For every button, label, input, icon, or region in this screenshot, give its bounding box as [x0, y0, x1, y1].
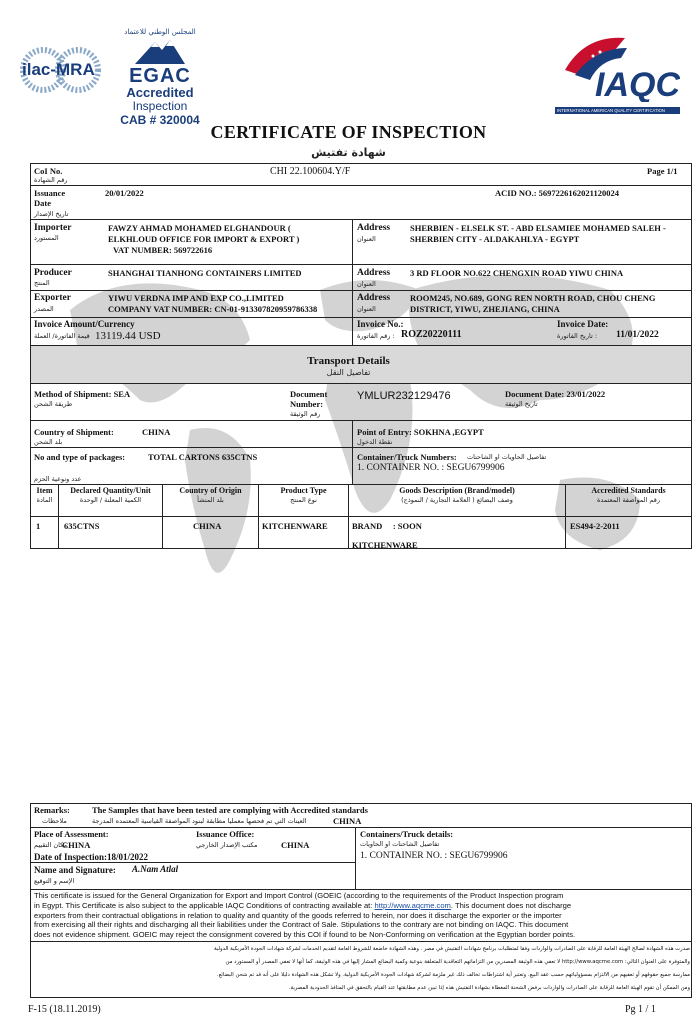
- table-header-description: [349, 486, 565, 504]
- exporter-vat: COMPANY VAT NUMBER: CN-01-913307820959786338: [108, 304, 318, 314]
- page-title-arabic: شهادة تفتيش: [311, 146, 386, 159]
- signature-label-arabic: الإسم و التوقيع: [34, 877, 75, 885]
- place-assessment-label: Place of Assessment:: [34, 829, 109, 839]
- header-label: Goods Description (Brand/model): [399, 486, 515, 495]
- divider: [30, 827, 692, 828]
- legal-text-arabic: [34, 943, 690, 995]
- transport-title: Transport Details: [307, 355, 390, 367]
- egac-inspection-text: Inspection: [132, 99, 188, 113]
- divider: [352, 447, 353, 484]
- divider: [30, 264, 692, 265]
- ilac-mra-logo: [18, 45, 103, 95]
- page-title: CERTIFICATE OF INSPECTION: [210, 122, 487, 142]
- producer-name: SHANGHAI TIANHONG CONTAINERS LIMITED: [108, 268, 302, 278]
- header-label: Item: [36, 486, 53, 495]
- document-date: Document Date: 23/01/2022: [505, 389, 606, 399]
- legal-line: from exercising all their rights and discharging all their liabilities under the Contract of Sale. Stipulations to the contrary are not binding on IAQC. This document: [34, 920, 569, 930]
- divider: [30, 516, 692, 517]
- document-number-label-arabic: رقم الوثيقة: [290, 410, 321, 418]
- country-shipment-label: Country of Shipment:: [34, 427, 114, 437]
- header-label: Declared Quantity/Unit: [70, 486, 151, 495]
- transport-title-arabic: تفاصيل النقل: [326, 368, 371, 377]
- issuance-office-arabic: مكتب الإصدار الخارجي: [196, 841, 258, 849]
- legal-line-arabic: صدرت هذه الشهادة لصالح الهيئة العامة للرقابة على الصادرات والواردات وفقا لمتطلبات برنامج شهادات التفتيش في مصر . وهذه الشهادة خاضعة للشروط العامة لتقديم الخدمات لشركة شهادات الجودة الأمريكية الدولية: [214, 946, 690, 952]
- egac-mountain-icon: [130, 36, 190, 66]
- invoice-date-label-arabic: تاريخ الفاتورة :: [557, 332, 598, 340]
- coi-label-arabic: رقم الشهادة: [34, 176, 68, 184]
- producer-address-label: Address: [357, 268, 391, 278]
- table-cell-type: KITCHENWARE: [262, 521, 328, 531]
- table-cell-standard: ES494-2-2011: [570, 521, 620, 531]
- page-footer-number: Pg 1 / 1: [625, 1004, 656, 1015]
- signature-label: Name and Signature:: [34, 865, 116, 875]
- acid-number: ACID NO.: 5697226162021120024: [495, 188, 619, 198]
- invoice-number-label: Invoice No.:: [357, 319, 404, 329]
- divider: [30, 185, 692, 186]
- iaqc-logo-text: IAQC: [595, 66, 680, 102]
- table-header-standards: [566, 486, 691, 504]
- issuance-office-value: CHINA: [281, 840, 310, 850]
- table-header-quantity: [59, 486, 162, 504]
- header-label-arabic: نوع المنتج: [290, 496, 317, 504]
- divider: [352, 317, 353, 345]
- remarks-label: Remarks:: [34, 805, 70, 815]
- importer-address-line1: SHERBIEN - ELSELK ST. - ABD ELSAMIEE MOHAMED SALEH -: [410, 223, 666, 233]
- exporter-label-arabic: المصدر: [34, 305, 54, 313]
- country-shipment-value: CHINA: [142, 427, 171, 437]
- header-label: Accredited Standards: [591, 486, 666, 495]
- producer-address-label-arabic: العنوان: [357, 280, 376, 288]
- document-number-label: Document Number:: [290, 389, 328, 409]
- header-label-arabic: رقم المواصفة المعتمدة: [597, 496, 660, 504]
- form-code: F-15 (18.11.2019): [28, 1004, 101, 1015]
- legal-line: does not evidence shipment. GOEIC may reject the consignment covered by this COI if found to be Non-Conforming on verification at the Egyptian border points.: [34, 930, 576, 940]
- coi-label: CoI No.: [34, 166, 63, 176]
- containers-details-value: 1. CONTAINER NO. : SEGU6799906: [360, 851, 508, 861]
- legal-line: This certificate is issued for the General Organization for Export and Import Control (GOEIC (according to the requirements of the Product Inspection program: [34, 891, 564, 900]
- iaqc-flag-logo-icon: [555, 30, 680, 102]
- legal-text-english: [34, 891, 690, 940]
- header-label-arabic: المادة: [36, 496, 53, 504]
- aqcme-link[interactable]: http://www.aqcme.com: [374, 900, 451, 910]
- legal-line: exporters from their contractual obligations in relation to quality and quantity of the goods referred to herein, nor does it discharge the exporter or the importer: [34, 910, 562, 920]
- invoice-date-value: 11/01/2022: [616, 330, 659, 340]
- place-assessment-arabic: مكان التقييم: [34, 841, 68, 849]
- invoice-date-label: Invoice Date:: [557, 319, 609, 329]
- legal-line-arabic: ممارسة جميع حقوقهم أو تعفيهم من الالتزام بمسؤولياتهم حسب عقد البيع. وتعتبر أية اشتراطات تخالف ذلك غير ملزمة لشركة شهادات الجودة الأمريكية الدولية. ولا تشكل هذه الشهادة دليلا على أنه قد تم شحن البضائع.: [216, 972, 690, 978]
- divider: [30, 420, 692, 421]
- document-number-value: YMLUR232129476: [357, 390, 451, 402]
- importer-vat: VAT NUMBER: 569722616: [113, 245, 213, 255]
- container-label-arabic: تفاصيل الحاويات او الشاحنات: [467, 453, 547, 461]
- header-label: Product Type: [280, 486, 327, 495]
- invoice-amount-value: 13119.44 USD: [95, 330, 161, 342]
- container-label: Container/Truck Numbers:: [357, 452, 457, 462]
- divider: [30, 317, 692, 318]
- divider: [30, 862, 355, 863]
- table-header-item: [31, 486, 58, 504]
- packages-label-arabic: عدد ونوعية الحزم: [34, 475, 82, 483]
- header-label-arabic: وصف البضائع ( العلامة التجارية / النموذج): [401, 496, 513, 504]
- containers-details-label: Containers/Truck details:: [360, 829, 454, 839]
- importer-name-line2: ELKHLOUD OFFICE FOR IMPORT & EXPORT ): [108, 234, 300, 244]
- importer-name-line1: FAWZY AHMAD MOHAMED ELGHANDOUR (: [108, 223, 291, 233]
- issuance-date: 20/01/2022: [105, 188, 144, 198]
- egac-logo-text: EGAC: [129, 65, 191, 87]
- table-cell-origin: CHINA: [193, 521, 222, 531]
- legal-line-end: . This document does not discharge: [450, 900, 572, 910]
- legal-line-start: in Egypt. This Certificate is also subject to the applicable IAQC Conditions of contracting available at:: [34, 900, 375, 910]
- coi-number: CHI 22.100604.Y/F: [270, 166, 351, 177]
- table-cell-item: 1: [36, 521, 41, 531]
- table-cell-description-line2: KITCHENWARE: [352, 540, 418, 550]
- divider: [30, 889, 692, 890]
- header-label-arabic: بلد المنشأ: [197, 496, 224, 504]
- table-header-origin: [163, 486, 258, 504]
- point-of-entry-arabic: نقطة الدخول: [357, 438, 393, 446]
- remarks-text: The Samples that have been tested are complying with Accredited standards: [92, 805, 368, 815]
- issuance-label-arabic: تاريخ الإصدار: [34, 210, 69, 218]
- shipment-method: Method of Shipment: SEA: [34, 389, 131, 399]
- issuance-label: Issuance Date: [34, 188, 66, 208]
- document-date-arabic: تاريخ الوثيقة: [505, 400, 538, 408]
- legal-line-arabic: ومن الممكن أن تقوم الهيئة العامة للرقابة على الصادرات والواردات برفض الشحنة المغطاة بشهادة التفتيش هذه إذا تبين عدم مطابقتها عند القيام بالتحقق في المنافذ الحدودية المصرية.: [288, 985, 690, 991]
- page-number: Page 1/1: [647, 166, 678, 176]
- invoice-number-label-arabic: رقم الفاتورة :: [357, 332, 395, 340]
- divider: [352, 290, 353, 317]
- producer-label-arabic: المنتج: [34, 279, 50, 287]
- legal-line: [34, 901, 690, 911]
- importer-address-line2: SHERBIEN CITY - ALDAKAHLYA - EGYPT: [410, 234, 580, 244]
- country-shipment-arabic: بلد الشحن: [34, 438, 63, 446]
- producer-address: 3 RD FLOOR NO.622 CHENGXIN ROAD YIWU CHINA: [410, 268, 624, 278]
- divider: [30, 383, 692, 384]
- exporter-address-label-arabic: العنوان: [357, 305, 376, 313]
- exporter-label: Exporter: [34, 293, 71, 303]
- egac-cab-number: CAB # 320004: [120, 113, 200, 127]
- importer-label-arabic: المستورد: [34, 234, 59, 242]
- invoice-amount-label-arabic: قيمة الفاتورة/ العملة: [34, 332, 90, 340]
- divider: [30, 219, 692, 220]
- signature: A.Nam Atlal: [132, 864, 179, 874]
- exporter-address-line1: ROOM245, NO.689, GONG REN NORTH ROAD, CHOU CHENG: [410, 293, 656, 303]
- egac-accredited-text: Accredited: [126, 85, 194, 100]
- inspection-date: Date of Inspection:18/01/2022: [34, 852, 148, 862]
- containers-details-arabic: تفاصيل الشاحنات او الحاويات: [360, 840, 440, 848]
- remarks-text-arabic: العينات التي تم فحصها معمليا مطابقة لبنود المواصفة القياسية المعتمده المدرجة: [92, 817, 307, 825]
- divider: [355, 827, 356, 889]
- header-label: Country of Origin: [179, 486, 242, 495]
- divider: [30, 941, 692, 942]
- packages-label: No and type of packages:: [34, 452, 126, 462]
- remarks-label-arabic: ملاحظات: [42, 817, 67, 825]
- divider: [352, 420, 353, 447]
- exporter-address-line2: DISTRICT, YIWU, ZHEJIANG, CHINA: [410, 304, 560, 314]
- importer-label: Importer: [34, 223, 72, 233]
- importer-address-label: Address: [357, 223, 391, 233]
- container-number: 1. CONTAINER NO. : SEGU6799906: [357, 463, 505, 473]
- importer-address-label-arabic: العنوان: [357, 235, 376, 243]
- table-cell-description: BRAND : SOON: [352, 521, 422, 531]
- table-cell-quantity: 635CTNS: [64, 521, 100, 531]
- header-label-arabic: الكمية المعلنة / الوحدة: [79, 496, 142, 504]
- table-header-type: [259, 486, 348, 504]
- issuance-office-label: Issuance Office:: [196, 829, 255, 839]
- ilac-logo-text: ilac-MRA: [22, 60, 95, 79]
- exporter-address-label: Address: [357, 293, 391, 303]
- invoice-number-value: ROZ20220111: [401, 329, 462, 340]
- invoice-amount-label: Invoice Amount/Currency: [34, 319, 135, 329]
- place-assessment-value: CHINA: [62, 840, 91, 850]
- exporter-name: YIWU VERDNA IMP AND EXP CO.,LIMITED: [108, 293, 284, 303]
- divider: [30, 447, 692, 448]
- point-of-entry: Point of Entry: SOKHNA ,EGYPT: [357, 427, 484, 437]
- divider: [352, 264, 353, 290]
- remarks-country: CHINA: [333, 816, 362, 826]
- egac-arabic-name: المجلس الوطني للاعتماد: [124, 28, 196, 36]
- legal-line-arabic: والمتوفرة على العنوان التالي: http://www.aqcme.com لا تعفي هذه الوثيقة المصدرين من التزاماتهم التعاقدية المتعلقة بنوعية وكمية البضائع المشار إليها في هذه الوثيقة، كما أنها لا تعفي المصدر أو المستورد من: [225, 959, 690, 965]
- packages-value: TOTAL CARTONS 635CTNS: [148, 452, 258, 462]
- iaqc-tagline: INTERNATIONAL AMERICAN QUALITY CERTIFICATION: [555, 107, 680, 114]
- producer-label: Producer: [34, 268, 72, 278]
- divider: [352, 219, 353, 264]
- iaqc-logo: [555, 30, 680, 115]
- divider: [30, 484, 692, 485]
- divider: [30, 290, 692, 291]
- shipment-method-arabic: طريقة الشحن: [34, 400, 73, 408]
